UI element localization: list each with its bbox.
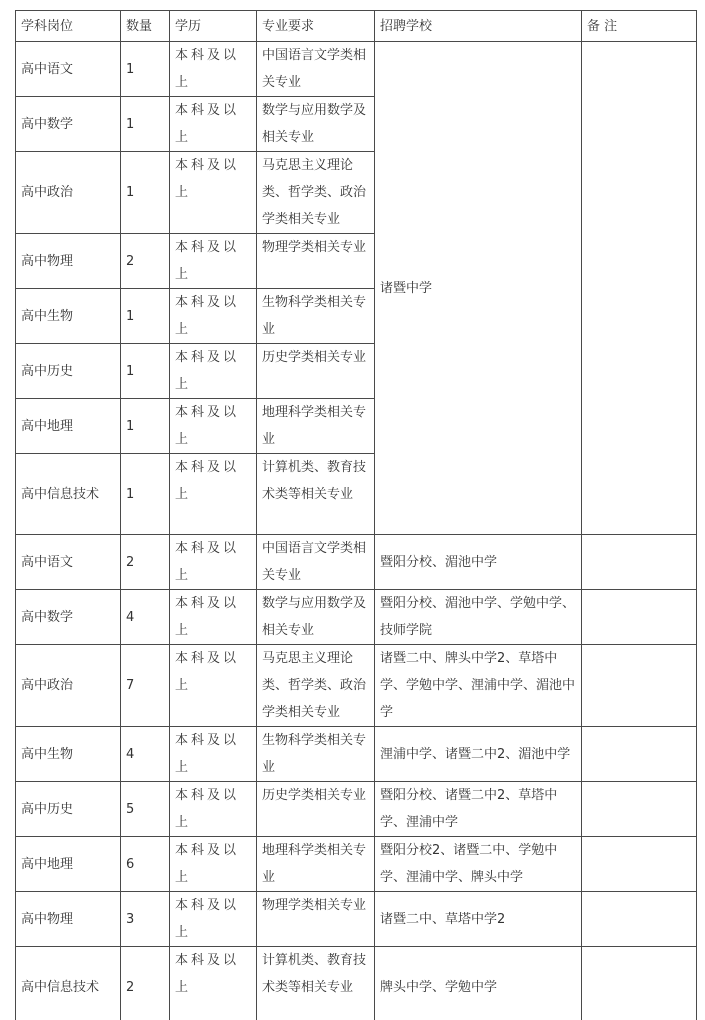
education-cell: 本科及以上 — [170, 645, 257, 727]
subject-cell: 高中物理 — [16, 234, 121, 289]
table-row — [16, 590, 697, 645]
major-cell: 马克思主义理论类、哲学类、政治学类相关专业 — [257, 645, 375, 727]
major-cell: 生物科学类相关专业 — [257, 727, 375, 782]
header-education: 学历 — [170, 11, 257, 42]
count-cell: 4 — [121, 727, 170, 782]
count-cell: 4 — [121, 590, 170, 645]
count-cell: 1 — [121, 344, 170, 399]
subject-cell: 高中语文 — [16, 42, 121, 97]
school-cell: 诸暨二中、草塔中学2 — [375, 892, 582, 947]
header-subject: 学科岗位 — [16, 11, 121, 42]
school-cell: 牌头中学、学勉中学 — [375, 947, 582, 1020]
subject-cell: 高中生物 — [16, 289, 121, 344]
note-cell — [582, 782, 697, 837]
school-cell: 暨阳分校2、诸暨二中、学勉中学、浬浦中学、牌头中学 — [375, 837, 582, 892]
subject-cell: 高中政治 — [16, 645, 121, 727]
major-cell: 计算机类、教育技术类等相关专业 — [257, 947, 375, 1020]
subject-cell: 高中地理 — [16, 837, 121, 892]
major-cell: 中国语言文学类相关专业 — [257, 535, 375, 590]
note-cell — [582, 947, 697, 1020]
subject-cell: 高中信息技术 — [16, 947, 121, 1020]
count-cell: 1 — [121, 42, 170, 97]
major-cell: 计算机类、教育技术类等相关专业 — [257, 454, 375, 535]
education-cell: 本科及以上 — [170, 947, 257, 1020]
education-cell: 本科及以上 — [170, 289, 257, 344]
school-cell: 暨阳分校、湄池中学 — [375, 535, 582, 590]
education-cell: 本科及以上 — [170, 399, 257, 454]
table-row — [16, 837, 697, 892]
table-row — [16, 947, 697, 1020]
table-row — [16, 645, 697, 727]
count-cell: 1 — [121, 152, 170, 234]
school-cell: 暨阳分校、诸暨二中2、草塔中学、浬浦中学 — [375, 782, 582, 837]
count-cell: 7 — [121, 645, 170, 727]
count-cell: 1 — [121, 289, 170, 344]
subject-cell: 高中生物 — [16, 727, 121, 782]
count-cell: 1 — [121, 454, 170, 535]
recruitment-table — [15, 10, 697, 1020]
major-cell: 地理科学类相关专业 — [257, 837, 375, 892]
subject-cell: 高中历史 — [16, 782, 121, 837]
education-cell: 本科及以上 — [170, 234, 257, 289]
count-cell: 2 — [121, 535, 170, 590]
education-cell: 本科及以上 — [170, 535, 257, 590]
table-row — [16, 892, 697, 947]
education-cell: 本科及以上 — [170, 97, 257, 152]
note-cell — [582, 727, 697, 782]
note-cell — [582, 892, 697, 947]
count-cell: 2 — [121, 234, 170, 289]
count-cell: 2 — [121, 947, 170, 1020]
subject-cell: 高中数学 — [16, 97, 121, 152]
note-cell — [582, 837, 697, 892]
education-cell: 本科及以上 — [170, 782, 257, 837]
count-cell: 5 — [121, 782, 170, 837]
subject-cell: 高中政治 — [16, 152, 121, 234]
note-cell — [582, 645, 697, 727]
school-cell: 诸暨二中、牌头中学2、草塔中学、学勉中学、浬浦中学、湄池中学 — [375, 645, 582, 727]
major-cell: 地理科学类相关专业 — [257, 399, 375, 454]
header-major: 专业要求 — [257, 11, 375, 42]
education-cell: 本科及以上 — [170, 42, 257, 97]
note-cell — [582, 590, 697, 645]
major-cell: 中国语言文学类相关专业 — [257, 42, 375, 97]
major-cell: 历史学类相关专业 — [257, 782, 375, 837]
school-cell-merged: 诸暨中学 — [375, 42, 582, 535]
major-cell: 数学与应用数学及相关专业 — [257, 590, 375, 645]
note-cell-merged — [582, 42, 697, 535]
major-cell: 生物科学类相关专业 — [257, 289, 375, 344]
education-cell: 本科及以上 — [170, 152, 257, 234]
table-row — [16, 782, 697, 837]
count-cell: 6 — [121, 837, 170, 892]
table-row — [16, 535, 697, 590]
header-school: 招聘学校 — [375, 11, 582, 42]
count-cell: 3 — [121, 892, 170, 947]
major-cell: 马克思主义理论类、哲学类、政治学类相关专业 — [257, 152, 375, 234]
count-cell: 1 — [121, 97, 170, 152]
school-cell: 浬浦中学、诸暨二中2、湄池中学 — [375, 727, 582, 782]
subject-cell: 高中地理 — [16, 399, 121, 454]
table-row — [16, 42, 697, 97]
subject-cell: 高中历史 — [16, 344, 121, 399]
education-cell: 本科及以上 — [170, 727, 257, 782]
education-cell: 本科及以上 — [170, 590, 257, 645]
education-cell: 本科及以上 — [170, 454, 257, 535]
education-cell: 本科及以上 — [170, 837, 257, 892]
major-cell: 历史学类相关专业 — [257, 344, 375, 399]
school-cell: 暨阳分校、湄池中学、学勉中学、技师学院 — [375, 590, 582, 645]
subject-cell: 高中信息技术 — [16, 454, 121, 535]
table-header-row — [16, 11, 697, 42]
major-cell: 物理学类相关专业 — [257, 892, 375, 947]
count-cell: 1 — [121, 399, 170, 454]
note-cell — [582, 535, 697, 590]
header-note: 备 注 — [582, 11, 697, 42]
major-cell: 数学与应用数学及相关专业 — [257, 97, 375, 152]
major-cell: 物理学类相关专业 — [257, 234, 375, 289]
subject-cell: 高中语文 — [16, 535, 121, 590]
education-cell: 本科及以上 — [170, 344, 257, 399]
education-cell: 本科及以上 — [170, 892, 257, 947]
subject-cell: 高中物理 — [16, 892, 121, 947]
subject-cell: 高中数学 — [16, 590, 121, 645]
header-count: 数量 — [121, 11, 170, 42]
table-row — [16, 727, 697, 782]
